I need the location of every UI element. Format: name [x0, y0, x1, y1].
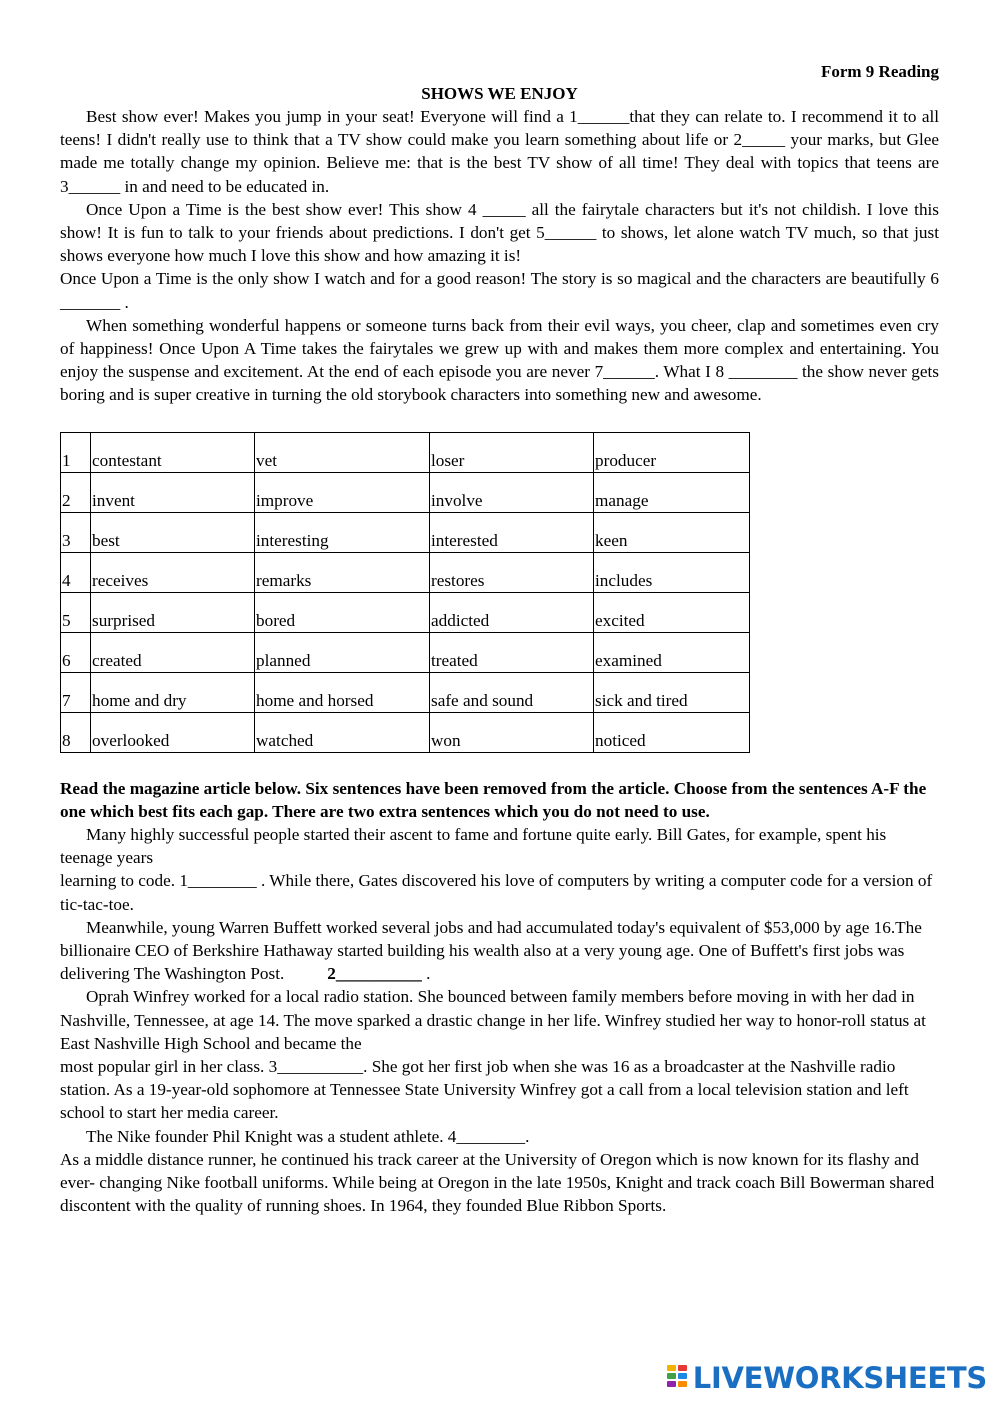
option-cell: best [91, 512, 255, 552]
options-row [61, 472, 750, 512]
option-cell: bored [255, 592, 430, 632]
reading-paragraph-3: Once Upon a Time is the only show I watch and for a good reason! The story is so magical and the characters are beautifully 6 _______ . [60, 269, 939, 312]
option-cell: won [430, 712, 594, 752]
worksheet-page [60, 60, 939, 1218]
article-paragraph-3: Oprah Winfrey worked for a local radio station. She bounced between family members before moving in with her dad in Nashville, Tennessee, at age 14. The move sparked a drastic change in her life. Winfrey studied her way to honor-roll status at East Nashville High School and became the [60, 987, 926, 1053]
option-cell: created [91, 632, 255, 672]
option-cell: remarks [255, 552, 430, 592]
page-title: SHOWS WE ENJOY [421, 84, 578, 103]
option-number: 2 [61, 472, 91, 512]
gap-2: 2__________ [327, 964, 422, 984]
option-cell: planned [255, 632, 430, 672]
part2-instructions: Read the magazine article below. Six sentences have been removed from the article. Choose from the sentences A-F the one which best fits each gap. There are two extra sentences which you do not need to use. [60, 778, 927, 821]
option-number: 8 [61, 712, 91, 752]
option-cell: treated [430, 632, 594, 672]
options-row [61, 632, 750, 672]
form-label: Form 9 Reading [820, 62, 939, 81]
option-cell: excited [594, 592, 750, 632]
option-cell: manage [594, 472, 750, 512]
option-cell: addicted [430, 592, 594, 632]
options-row [61, 672, 750, 712]
reading-paragraph-4: When something wonderful happens or someone turns back from their evil ways, you cheer, clap and sometimes even cry of happiness! Once Upon A Time takes the fairytales we grew up with and makes them more complex and entertaining. You enjoy the suspense and excitement. At the end of each episode you are never 7______. What I 8 ________ the show never gets boring and is super creative in turning the old storybook characters into something new and awesome. [60, 315, 939, 405]
reading-paragraph-1: Best show ever! Makes you jump in your seat! Everyone will find a 1______that they can relate to. I recommend it to all teens! I didn't really use to think that a TV show could make you learn something about life or 2_____ your marks, but Glee made me totally change my opinion. Believe me: that is the best TV show of all time! They deal with topics that teens are 3______ in and need to be educated in. [60, 107, 939, 196]
option-cell: noticed [594, 712, 750, 752]
option-cell: improve [255, 472, 430, 512]
liveworksheets-logo-text: LIVEWORKSHEETS [692, 1361, 987, 1395]
option-cell: invent [91, 472, 255, 512]
article-paragraph-1-cont: learning to code. 1________ . While there, Gates discovered his love of computers by writing a computer code for a version of tic-tac-toe. [60, 871, 933, 914]
option-cell: interested [430, 512, 594, 552]
option-cell: vet [255, 432, 430, 472]
article-paragraph-2-text: Meanwhile, young Warren Buffett worked several jobs and had accumulated today's equivalent of $53,000 by age 16.The billionaire CEO of Berkshire Hathaway started building his wealth also at a very young age. One of Buffett's first jobs was delivering The Washington Post. [60, 917, 922, 984]
option-cell: home and horsed [255, 672, 430, 712]
option-cell: watched [255, 712, 430, 752]
options-table [60, 432, 750, 753]
option-number: 7 [61, 672, 91, 712]
options-row [61, 432, 750, 472]
option-cell: safe and sound [430, 672, 594, 712]
option-cell: examined [594, 632, 750, 672]
article-paragraph-4: The Nike founder Phil Knight was a student athlete. 4________. [86, 1126, 530, 1146]
options-row [61, 512, 750, 552]
option-cell: home and dry [91, 672, 255, 712]
options-row [61, 552, 750, 592]
option-number: 5 [61, 592, 91, 632]
option-cell: producer [594, 432, 750, 472]
option-cell: involve [430, 472, 594, 512]
option-cell: interesting [255, 512, 430, 552]
option-cell: sick and tired [594, 672, 750, 712]
option-cell: receives [91, 552, 255, 592]
gap-2-end: . [421, 964, 431, 984]
article-paragraph-4-cont: As a middle distance runner, he continued his track career at the University of Oregon which is now known for its flashy and ever- changing Nike football uniforms. While being at Oregon in the late 1950s, Knight and track coach Bill Bowerman shared discontent with the quality of running shoes. In 1964, they founded Blue Ribbon Sports. [60, 1149, 935, 1216]
options-row [61, 592, 750, 632]
option-number: 3 [61, 512, 91, 552]
liveworksheets-logo-icon [667, 1365, 689, 1391]
option-cell: surprised [91, 592, 255, 632]
option-number: 1 [61, 432, 91, 472]
article-paragraph-2 [60, 916, 939, 986]
option-cell: loser [430, 432, 594, 472]
liveworksheets-logo [667, 1361, 987, 1395]
options-row [61, 712, 750, 752]
option-cell: restores [430, 552, 594, 592]
reading-paragraph-2: Once Upon a Time is the best show ever! This show 4 _____ all the fairytale characters but it's not childish. I love this show! It is fun to talk to your friends about predictions. I don't get 5______ to shows, let alone watch TV much, so that just shows everyone how much I love this show and how amazing it is! [60, 199, 939, 266]
option-cell: includes [594, 552, 750, 592]
option-number: 6 [61, 632, 91, 672]
option-number: 4 [61, 552, 91, 592]
article-paragraph-1: Many highly successful people started their ascent to fame and fortune quite early. Bill Gates, for example, spent his teenage years [60, 825, 887, 868]
option-cell: contestant [91, 432, 255, 472]
option-cell: keen [594, 512, 750, 552]
article-paragraph-3-cont: most popular girl in her class. 3__________. She got her first job when she was 16 as a broadcaster at the Nashville radio station. As a 19-year-old sophomore at Tennessee State University Winfrey got a call from a local television station and left school to start her media career. [60, 1057, 909, 1123]
option-cell: overlooked [91, 712, 255, 752]
